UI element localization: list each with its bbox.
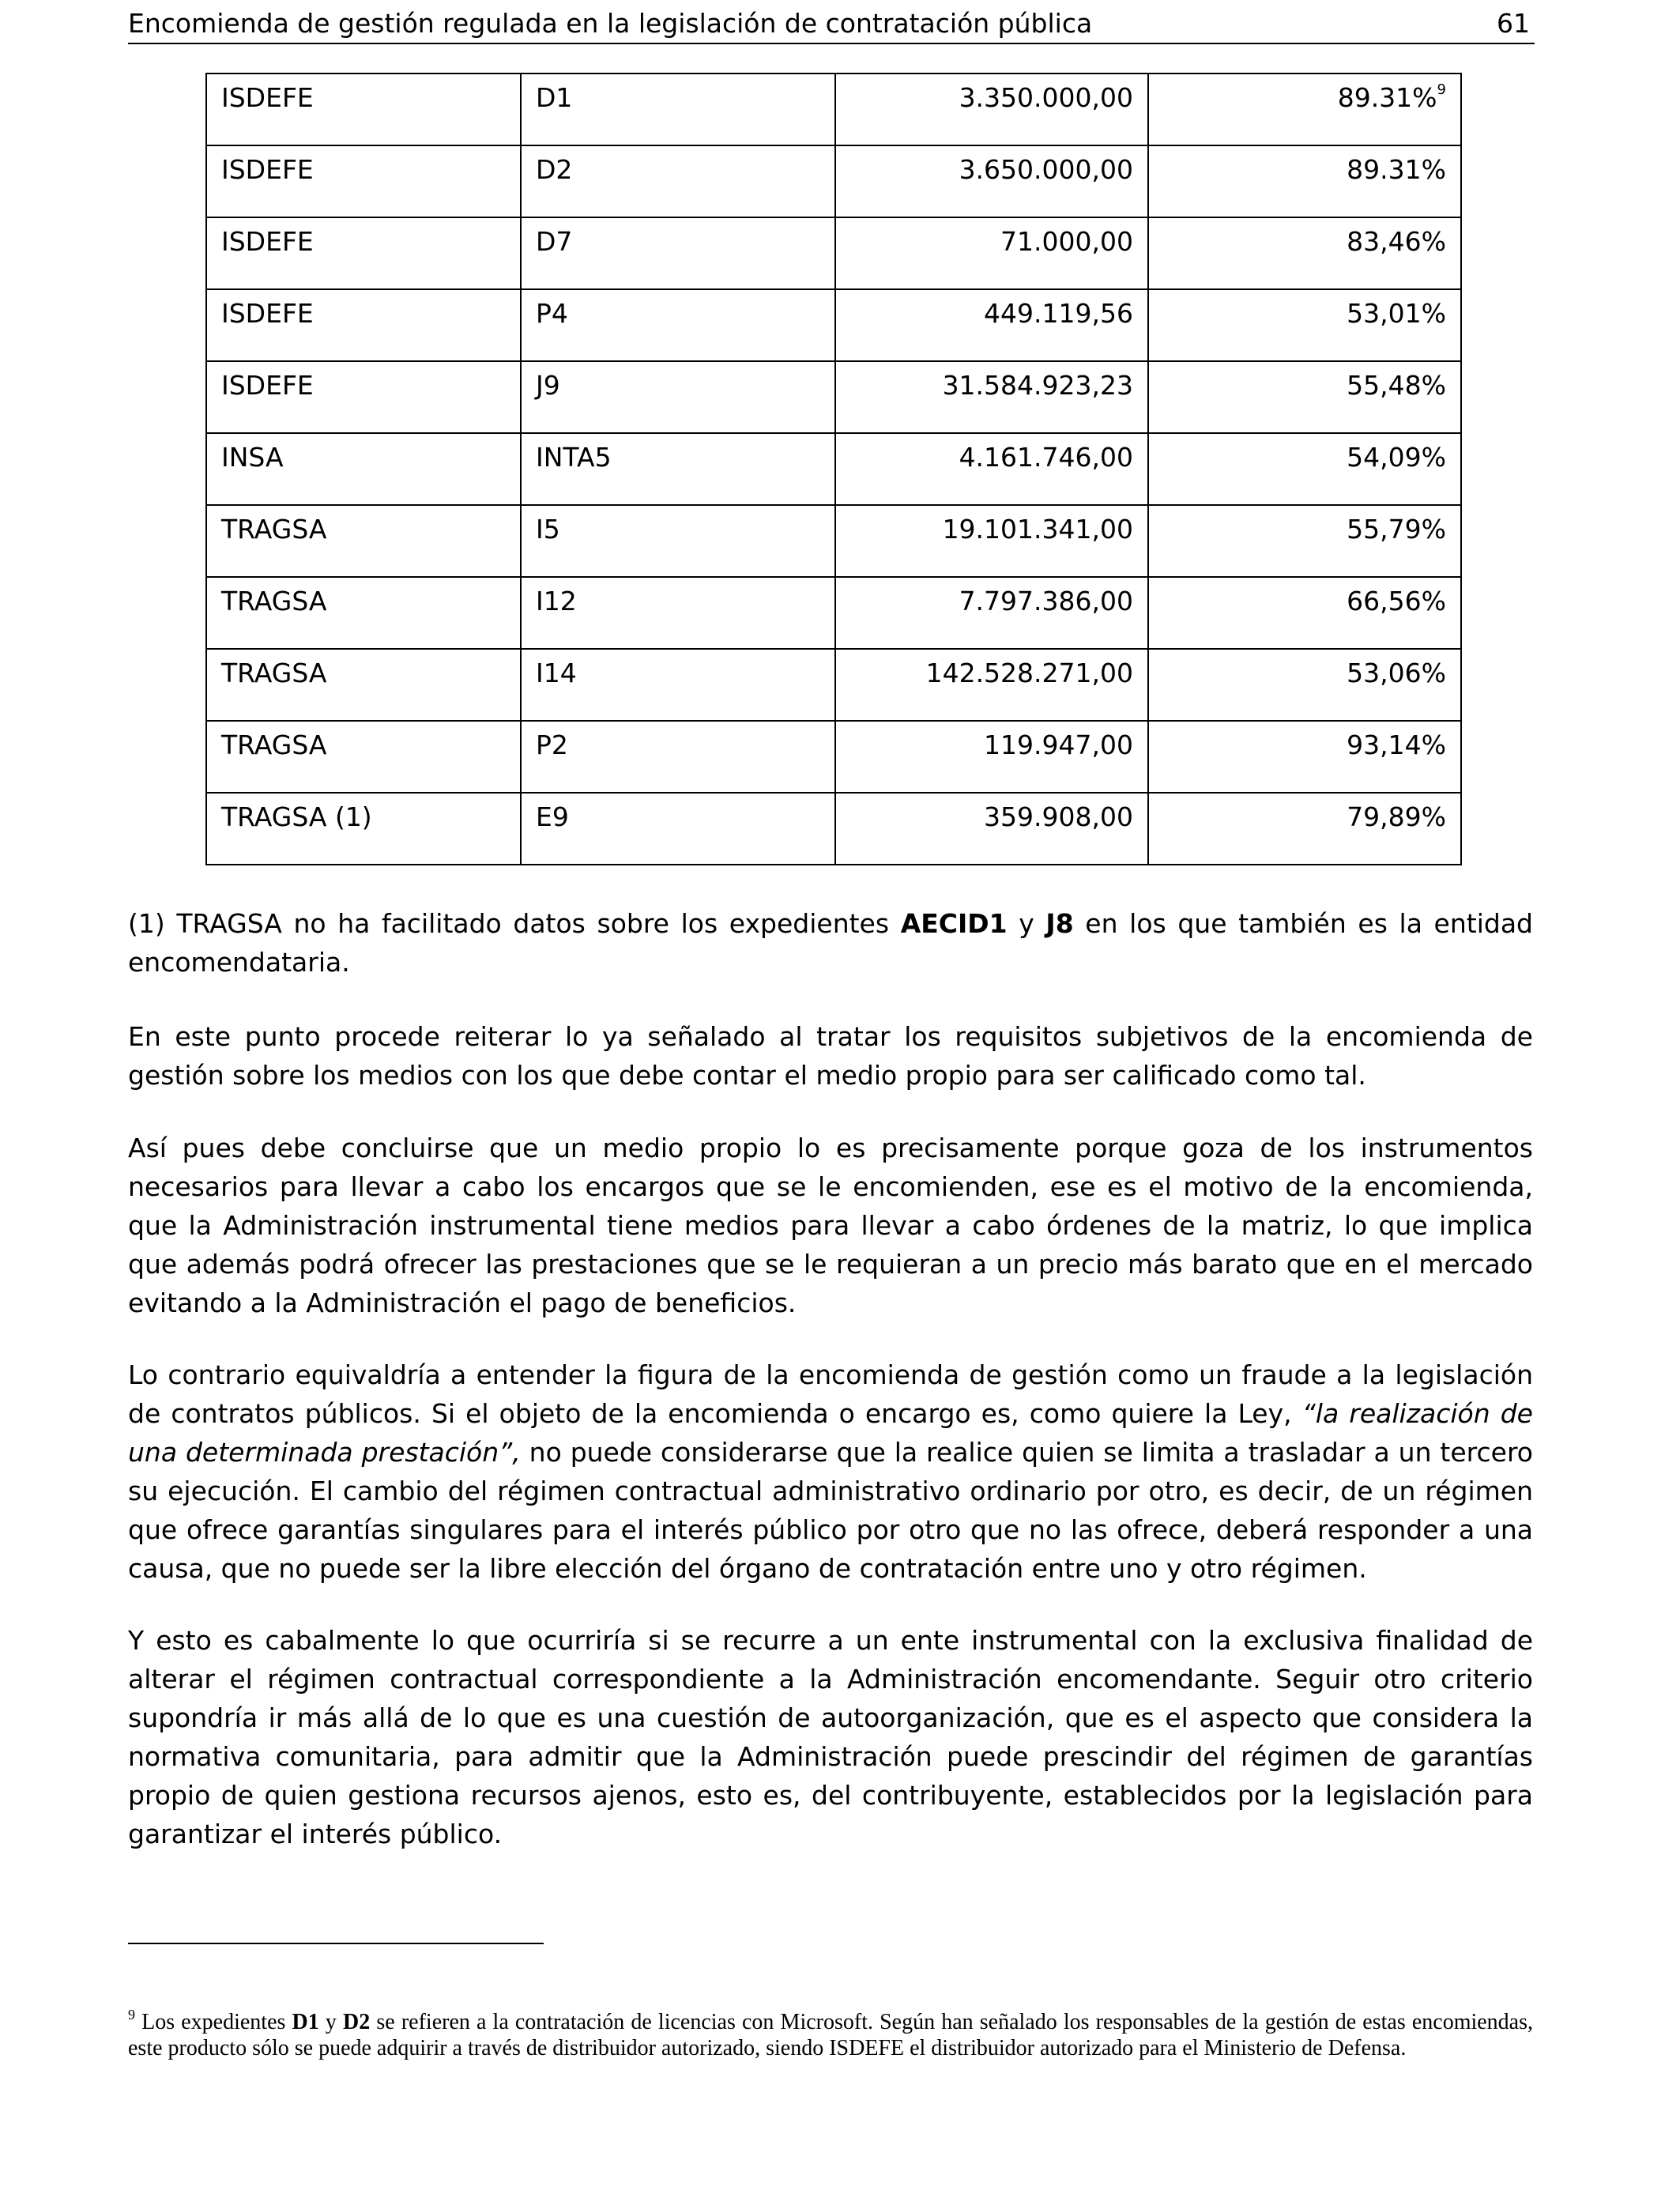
- paragraph-3-quote: “la realización de una determinada prestación”,: [128, 1398, 1533, 1468]
- table-note: [128, 904, 1533, 982]
- importe-cell: 359.908,00: [835, 793, 1148, 865]
- footnote-bold-d1: D1: [292, 2010, 319, 2034]
- expediente-cell: E9: [521, 793, 835, 865]
- entity-cell: TRAGSA: [206, 505, 521, 577]
- footnote-reference[interactable]: 9: [1437, 81, 1446, 98]
- porcentaje-cell: 66,56%: [1148, 577, 1461, 649]
- expediente-cell: P2: [521, 721, 835, 793]
- entity-cell: ISDEFE: [206, 145, 521, 217]
- paragraph-1: En este punto procede reiterar lo ya señalado al tratar los requisitos subjetivos de la encomienda de gestión sobre los medios con los que debe contar el medio propio para ser calificado como tal.: [128, 1021, 1533, 1091]
- table-row: [206, 505, 1461, 577]
- note-text: (1) TRAGSA no ha facilitado datos sobre los expedientes: [128, 908, 901, 939]
- porcentaje-cell: 83,46%: [1148, 217, 1461, 289]
- expediente-cell: D7: [521, 217, 835, 289]
- table-row: [206, 433, 1461, 505]
- expediente-cell: INTA5: [521, 433, 835, 505]
- entity-cell: ISDEFE: [206, 217, 521, 289]
- note-text: en los que también es la entidad encomendataria.: [128, 908, 1533, 978]
- importe-cell: 119.947,00: [835, 721, 1148, 793]
- porcentaje-cell: 53,06%: [1148, 649, 1461, 721]
- table-row: [206, 145, 1461, 217]
- expediente-cell: D1: [521, 74, 835, 145]
- table-row: [206, 793, 1461, 865]
- expediente-cell: D2: [521, 145, 835, 217]
- paragraph-3: [128, 1355, 1533, 1588]
- porcentaje-cell: 55,48%: [1148, 361, 1461, 433]
- importe-cell: 71.000,00: [835, 217, 1148, 289]
- importe-cell: 449.119,56: [835, 289, 1148, 361]
- table-row: [206, 361, 1461, 433]
- expedientes-table: [205, 73, 1462, 865]
- footnote-text: Los expedientes: [135, 2010, 292, 2034]
- porcentaje-cell: 53,01%: [1148, 289, 1461, 361]
- paragraph-4: Y esto es cabalmente lo que ocurriría si se recurre a un ente instrumental con la exclusiva finalidad de alterar el régimen contractual correspondiente a la Administración encomendante. Seguir otro criterio supondría ir más allá de lo que es una cuestión de autoorganización, que es el aspecto que considera la normativa comunitaria, para admitir que la Administración puede prescindir del régimen de garantías propio de quien gestiona recursos ajenos, esto es, del contribuyente, establecidos por la legislación para garantizar el interés público.: [128, 1625, 1533, 1849]
- table-row: [206, 74, 1461, 145]
- expediente-cell: I12: [521, 577, 835, 649]
- porcentaje-cell: 54,09%: [1148, 433, 1461, 505]
- footnote-text: y: [318, 2010, 344, 2034]
- porcentaje-cell: 89.31%: [1148, 145, 1461, 217]
- paragraph-2: Así pues debe concluirse que un medio propio lo es precisamente porque goza de los instrumentos necesarios para llevar a cabo los encargos que se le encomienden, ese es el motivo de la encomienda, que la Administración instrumental tiene medios para llevar a cabo órdenes de la matriz, lo que implica que además podrá ofrecer las prestaciones que se le requieran a un precio más barato que en el mercado evitando a la Administración el pago de beneficios.: [128, 1133, 1533, 1318]
- importe-cell: 3.350.000,00: [835, 74, 1148, 145]
- footnote-bold-d2: D2: [343, 2010, 371, 2034]
- table-row: [206, 217, 1461, 289]
- header-title: Encomienda de gestión regulada en la legislación de contratación pública: [128, 8, 1093, 39]
- page-header: [128, 5, 1535, 44]
- entity-cell: ISDEFE: [206, 361, 521, 433]
- footnote: [128, 2009, 1533, 2061]
- page-number: 61: [1497, 8, 1530, 39]
- importe-cell: 31.584.923,23: [835, 361, 1148, 433]
- importe-cell: 4.161.746,00: [835, 433, 1148, 505]
- porcentaje-value: 89.31%: [1337, 82, 1437, 113]
- paragraph-3-text: Lo contrario equivaldría a entender la figura de la encomienda de gestión como un fraude a la legislación de contratos públicos. Si el objeto de la encomienda o encargo es, como quiere la Ley,: [128, 1359, 1533, 1429]
- table-row: [206, 649, 1461, 721]
- footnote-number: 9: [128, 2007, 135, 2022]
- footnote-separator: [128, 1943, 544, 1944]
- porcentaje-cell: 55,79%: [1148, 505, 1461, 577]
- importe-cell: 142.528.271,00: [835, 649, 1148, 721]
- entity-cell: TRAGSA: [206, 721, 521, 793]
- importe-cell: 3.650.000,00: [835, 145, 1148, 217]
- expediente-cell: P4: [521, 289, 835, 361]
- importe-cell: 19.101.341,00: [835, 505, 1148, 577]
- expediente-cell: I5: [521, 505, 835, 577]
- importe-cell: 7.797.386,00: [835, 577, 1148, 649]
- table-row: [206, 577, 1461, 649]
- note-bold-j8: J8: [1045, 908, 1074, 939]
- table-row: [206, 721, 1461, 793]
- paragraph-3-text: no puede considerarse que la realice quien se limita a trasladar a un tercero su ejecución. El cambio del régimen contractual administrativo ordinario por otro, es decir, de un régimen que ofrece garantías singulares para el interés público por otro que no las ofrece, deberá responder a una causa, que no puede ser la libre elección del órgano de contratación entre uno y otro régimen.: [128, 1437, 1533, 1584]
- expediente-cell: J9: [521, 361, 835, 433]
- entity-cell: TRAGSA (1): [206, 793, 521, 865]
- porcentaje-cell: [1148, 74, 1461, 145]
- expediente-cell: I14: [521, 649, 835, 721]
- entity-cell: TRAGSA: [206, 649, 521, 721]
- entity-cell: INSA: [206, 433, 521, 505]
- porcentaje-cell: 79,89%: [1148, 793, 1461, 865]
- entity-cell: TRAGSA: [206, 577, 521, 649]
- entity-cell: ISDEFE: [206, 74, 521, 145]
- note-bold-aecid1: AECID1: [900, 908, 1008, 939]
- footnote-text: se refieren a la contratación de licencias con Microsoft. Según han señalado los responsables de la gestión de estas encomiendas, este producto sólo se puede adquirir a través de distribuidor autorizado, siendo ISDEFE el distribuidor autorizado para el Ministerio de Defensa.: [128, 2010, 1534, 2060]
- porcentaje-cell: 93,14%: [1148, 721, 1461, 793]
- entity-cell: ISDEFE: [206, 289, 521, 361]
- table-row: [206, 289, 1461, 361]
- note-text: y: [1007, 908, 1046, 939]
